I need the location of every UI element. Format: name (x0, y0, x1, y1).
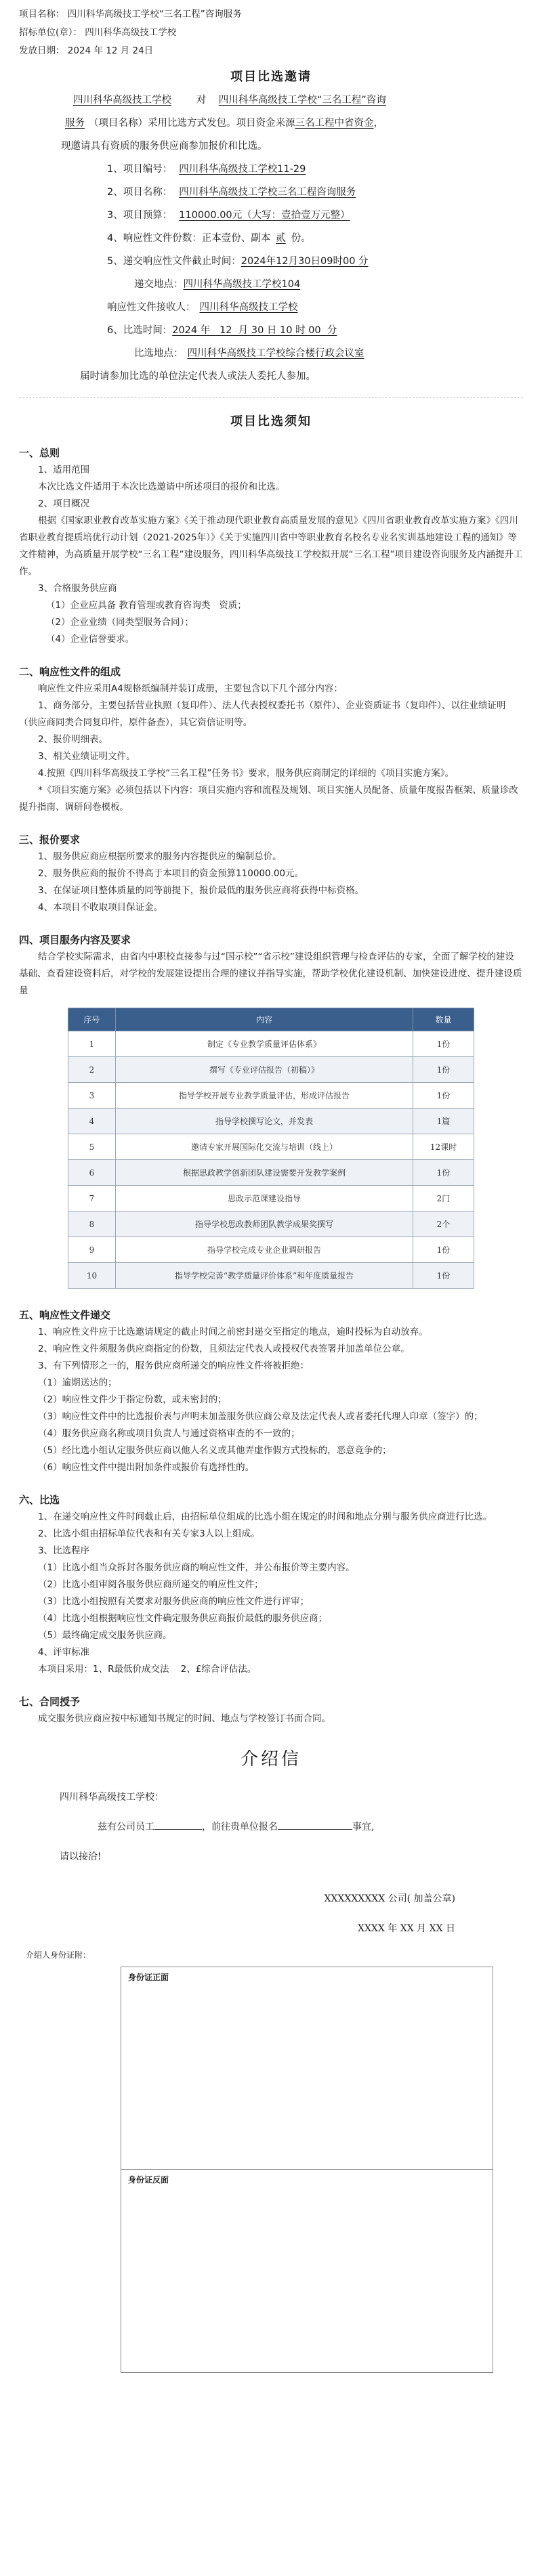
text-line: （2）企业业绩（同类型服务合同）； (46, 617, 194, 628)
table-row (68, 1186, 474, 1211)
text-paragraph: 成交服务供应商应按中标通知书规定的时间、地点与学校签订书面合同。 (38, 1713, 331, 1724)
item-label: 递交地点： (134, 279, 184, 290)
text-line: （1）逾期送达的； (38, 1377, 117, 1388)
section-7-heading: 七、合同授予 (19, 1696, 81, 1708)
section-2-heading: 二、响应性文件的组成 (19, 666, 121, 678)
item-copies (19, 227, 523, 250)
letter-content (60, 1812, 482, 1842)
cell-no: 6 (68, 1160, 116, 1186)
text-line: 3、相关业绩证明文件。 (38, 751, 136, 762)
cell-content: 指导学校撰写论文，并发表 (116, 1109, 413, 1134)
col-header-content: 内容 (116, 1008, 413, 1031)
cell-qty: 1份 (413, 1160, 474, 1186)
table-row (68, 1160, 474, 1186)
text-line: 2、报价明细表。 (38, 734, 108, 745)
cell-content: 指导学校完善“教学质量评价体系”和年度质量报告 (116, 1263, 413, 1289)
table-row (68, 1083, 474, 1109)
item-project-budget (19, 204, 523, 227)
item-label: 5、递交响应性文件截止时间： (107, 256, 241, 267)
item-project-code (19, 158, 523, 181)
id-front-label: 身份证正面 (128, 1973, 169, 1982)
cell-no: 10 (68, 1263, 116, 1289)
invitation-closing: 届时请参加比选的单位法定代表人或法人委托人参加。 (80, 371, 316, 382)
cell-content: 制定《专业教学质量评估体系》 (116, 1031, 413, 1057)
cell-no: 2 (68, 1057, 116, 1083)
cell-content: 指导学校思政教师团队教学成果奖撰写 (116, 1211, 413, 1237)
text-line: （1）比选小组当众拆封各服务供应商的响应性文件，并公布报价等主要内容。 (38, 1562, 355, 1573)
cell-content: 指导学校完成专业企业调研报告 (116, 1237, 413, 1263)
comma: ， (373, 118, 383, 129)
text-line: （4）企业信誉要求。 (46, 634, 135, 645)
item-selection-time (19, 319, 523, 342)
letter-text: 兹有公司员工 (98, 1822, 154, 1832)
item-label: 3、项目预算： (107, 210, 173, 221)
cell-no: 4 (68, 1109, 116, 1134)
text-line: （5）最终确定成交服务供应商。 (38, 1630, 172, 1641)
text-line: 4、评审标准 (38, 1647, 90, 1658)
id-attach-label: 介绍人身份证附： (26, 1950, 91, 1960)
cell-qty: 2个 (413, 1211, 474, 1237)
section-5-body (19, 1324, 523, 1476)
item-value: 四川科华高级技工学校11-29 (179, 164, 306, 175)
section-7-body (19, 1711, 523, 1727)
cell-content: 思政示范课建设指导 (116, 1186, 413, 1211)
text-line: 3、合格服务供应商 (38, 583, 117, 594)
school-name: 四川科华高级技工学校 (73, 95, 171, 106)
item-value: 110000.00元（大写：壹拾壹万元整） (179, 210, 350, 221)
text-line: 2、服务供应商的报价不得高于本项目的资金预算110000.00元。 (38, 868, 304, 879)
project-title-part: 四川科华高级技工学校“三名工程”咨询 (218, 95, 386, 106)
text-paragraph: 1、在递交响应性文件时间截止后，由招标单位组成的比选小组在规定的时间和地点分别与服务供应商进行比选。 (38, 1511, 493, 1522)
item-selection-location (19, 342, 523, 365)
text-line: （4）比选小组根据响应性文件确定服务供应商报价最低的服务供应商； (38, 1613, 328, 1624)
cell-no: 9 (68, 1237, 116, 1263)
text-line: （4）服务供应商名称或项目负责人与通过资格审查的不一致的； (38, 1428, 300, 1439)
item-label: 比选地点： (134, 348, 184, 359)
item-value: 贰 (276, 233, 286, 244)
text-line: 2、项目概况 (38, 498, 90, 509)
invitation-text: （项目名称）采用比选方式发包。项目资金来源 (89, 118, 295, 129)
cell-content: 根据思政教学创新团队建设需要开发教学案例 (116, 1160, 413, 1186)
document-header (19, 0, 523, 60)
project-title-end: 服务 (65, 118, 85, 129)
text-line: 1、服务供应商应根据所要求的服务内容提供应的编制总价。 (38, 851, 282, 862)
item-project-name (19, 181, 523, 204)
invitation-section (19, 66, 523, 388)
text-line: 3、在保证项目整体质量的同等前提下，报价最低的服务供应商将获得中标资格。 (38, 885, 364, 896)
service-items-table (68, 1008, 474, 1289)
text-line: （2）比选小组审阅各服务供应商所递交的响应性文件； (38, 1579, 264, 1590)
item-submit-location (19, 273, 523, 296)
text-paragraph: （3）响应性文件中的比选报价表与声明未加盖服务供应商公章及法定代表人或者委托代理人印章（签字）的； (38, 1411, 483, 1422)
text-paragraph: 1、商务部分，主要包括营业执照（复印件）、法人代表授权委托书（原件）、企业资质证书（复印件）、以往业绩证明（供应商同类合同复印件，原件备查），其它资信证明等。 (19, 700, 506, 728)
matter-blank (278, 1829, 352, 1830)
item-value: 四川科华高级技工学校三名工程咨询服务 (179, 187, 356, 198)
item-label: 响应性文件接收人： (107, 302, 196, 313)
letter-company: XXXXXXXXX 公司( 加盖公章) (324, 1893, 455, 1904)
introduction-letter (19, 1745, 523, 2373)
project-name: 项目名称： 四川科华高级技工学校“三名工程”咨询服务 (19, 9, 242, 20)
cell-qty: 2门 (413, 1186, 474, 1211)
id-card-front-box (121, 1967, 493, 2170)
cell-qty: 1份 (413, 1031, 474, 1057)
cell-qty: 12课时 (413, 1134, 474, 1160)
id-card-back-box (121, 2170, 493, 2373)
item-label: 4、响应性文件份数：正本壹份、副本 (107, 233, 271, 244)
item-receiver (19, 296, 523, 319)
employee-name-blank (154, 1829, 202, 1830)
text-line: 2、比选小组由招标单位代表和有关专家3人以上组成。 (38, 1528, 260, 1539)
section-3-heading: 三、报价要求 (19, 834, 81, 846)
fund-source: 三名工程中省资金 (295, 118, 374, 129)
section-2-body (19, 681, 523, 816)
cell-content: 撰写《专业评估报告（初稿）》 (116, 1057, 413, 1083)
table-row (68, 1237, 474, 1263)
table-header-row (68, 1008, 474, 1031)
letter-body (19, 1782, 523, 1944)
letter-recipient: 四川科华高级技工学校： (60, 1792, 164, 1803)
id-back-label: 身份证反面 (128, 2175, 169, 2185)
text-paragraph: 2、响应性文件须服务供应商指定的份数，且须法定代表人或授权代表签署并加盖单位公章。 (38, 1344, 410, 1354)
invitation-title: 项目比选邀请 (230, 70, 312, 84)
text-line: （1）企业应具备 教育管理或教育咨询类 资质； (46, 600, 247, 611)
text-paragraph: *《项目实施方案》必须包括以下内容：项目实施内容和流程及规划、项目实施人员配备、质量年度报告框架、质量诊改提升指南、调研问卷模板。 (19, 785, 518, 813)
cell-qty: 1份 (413, 1263, 474, 1289)
item-label: 1、项目编号： (107, 164, 173, 175)
cell-no: 7 (68, 1186, 116, 1211)
letter-closing: 请以接洽! (60, 1851, 102, 1862)
table-row (68, 1057, 474, 1083)
cell-no: 3 (68, 1083, 116, 1109)
table-row (68, 1134, 474, 1160)
item-value: 四川科华高级技工学校 (199, 302, 298, 313)
section-4-heading: 四、项目服务内容及要求 (19, 934, 131, 946)
cell-no: 5 (68, 1134, 116, 1160)
invitation-line-1 (19, 89, 523, 112)
text-line: （3）比选小组按照有关要求对服务供应商的响应性文件进行评审； (38, 1596, 310, 1607)
item-value: 四川科华高级技工学校104 (183, 279, 301, 290)
letter-title: 介绍信 (240, 1749, 301, 1769)
cell-qty: 1份 (413, 1237, 474, 1263)
letter-text: 事宜, (352, 1822, 375, 1832)
item-suffix: 份。 (291, 233, 311, 244)
section-1-body (19, 462, 523, 648)
item-label: 6、比选时间： (107, 325, 173, 336)
cell-qty: 1份 (413, 1083, 474, 1109)
notice-section (19, 410, 523, 1727)
cell-qty: 1篇 (413, 1109, 474, 1134)
section-5-heading: 五、响应性文件递交 (19, 1309, 111, 1321)
letter-date: XXXX 年 XX 月 XX 日 (358, 1923, 455, 1934)
section-6-body (19, 1509, 523, 1678)
section-1-heading: 一、总则 (19, 447, 60, 459)
tender-unit: 招标单位(章）： 四川科华高级技工学校 (19, 27, 177, 38)
cell-content: 指导学校开展专业教学质量评估，形成评估报告 (116, 1083, 413, 1109)
item-value: 2024 年 12 月 30 日 10 时 00 分 (172, 325, 337, 336)
invitation-line-2 (19, 112, 523, 135)
letter-text: ，前往贵单位报名 (202, 1822, 278, 1832)
text-paragraph: 4.按照《四川科华高级技工学校“三名工程”任务书》要求，服务供应商制定的详细的《项目实施方案》。 (38, 768, 455, 779)
col-header-no: 序号 (68, 1008, 116, 1031)
item-deadline (19, 250, 523, 273)
item-value: 2024年12月30日09时00 分 (241, 256, 369, 267)
item-label: 2、项目名称： (107, 187, 173, 198)
text-line: （6）响应性文件中提出附加条件或报价有选择性的。 (38, 1462, 255, 1473)
text-paragraph: 3、有下列情形之一的，服务供应商所递交的响应性文件将被拒绝： (38, 1360, 310, 1371)
invitation-word: 对 (196, 95, 207, 106)
item-value: 四川科华高级技工学校综合楼行政会议室 (187, 348, 364, 359)
text-paragraph: 结合学校实际需求，由省内中职校直接参与过“国示校”“省示校”建设组织管理与检查评估的专家，全面了解学校的建设基础、查看建设资料后，对学校的发展建设提出合理的建议并指导实施，帮助学校优化建设机制、加快建设进度、提升建设质量 (19, 951, 522, 996)
text-line: 3、比选程序 (38, 1545, 90, 1556)
text-paragraph: 响应性文件应采用A4规格纸编制并装订成册，主要包含以下几个部分内容： (38, 683, 343, 694)
col-header-qty: 数量 (413, 1008, 474, 1031)
table-row (68, 1109, 474, 1134)
notice-title: 项目比选须知 (230, 414, 312, 429)
text-line: （5）经比选小组认定服务供应商以他人名义或其他弄虚作假方式投标的，恶意竞争的； (38, 1445, 392, 1456)
section-4-body (19, 949, 523, 1000)
text-line: 4、本项目不收取项目保证金。 (38, 902, 163, 913)
text-line: （2）响应性文件少于指定份数，或未密封的； (38, 1394, 227, 1405)
table-row (68, 1263, 474, 1289)
text-line: 1、适用范围 (38, 465, 90, 475)
text-line: 本次比选文件适用于本次比选邀请中所述项目的报价和比选。 (38, 481, 285, 492)
text-paragraph: 1、响应性文件应于比选邀请规定的截止时间之前密封递交至指定的地点，逾时投标为自动放弃。 (38, 1327, 428, 1337)
cell-no: 1 (68, 1031, 116, 1057)
cell-no: 8 (68, 1211, 116, 1237)
table-row (68, 1031, 474, 1057)
invitation-line-3: 现邀请具有资质的服务供应商参加报价和比选。 (61, 141, 268, 152)
text-line: 本项目采用：1、R最低价成交法 2、£综合评估法。 (38, 1664, 257, 1675)
cell-qty: 1份 (413, 1057, 474, 1083)
cell-content: 邀请专家开展国际化交流与培训（线上） (116, 1134, 413, 1160)
section-6-heading: 六、比选 (19, 1494, 60, 1506)
section-3-body (19, 849, 523, 916)
text-paragraph: 根据《国家职业教育改革实施方案》《关于推动现代职业教育高质量发展的意见》《四川省职业教育改革实施方案》《四川省职业教育提质培优行动计划（2021-2025年）》《关于实施四川省中等职业教育名校名专业名实训基地建设工程的通知》等文件精神，为高质量开展学校“三名工程”建设服务，四川科华高级技工学校拟开展“三名工程”项目建设咨询服务及内涵提升工作。 (19, 515, 523, 577)
release-date: 发放日期： 2024 年 12 月 24日 (19, 45, 154, 56)
table-row (68, 1211, 474, 1237)
